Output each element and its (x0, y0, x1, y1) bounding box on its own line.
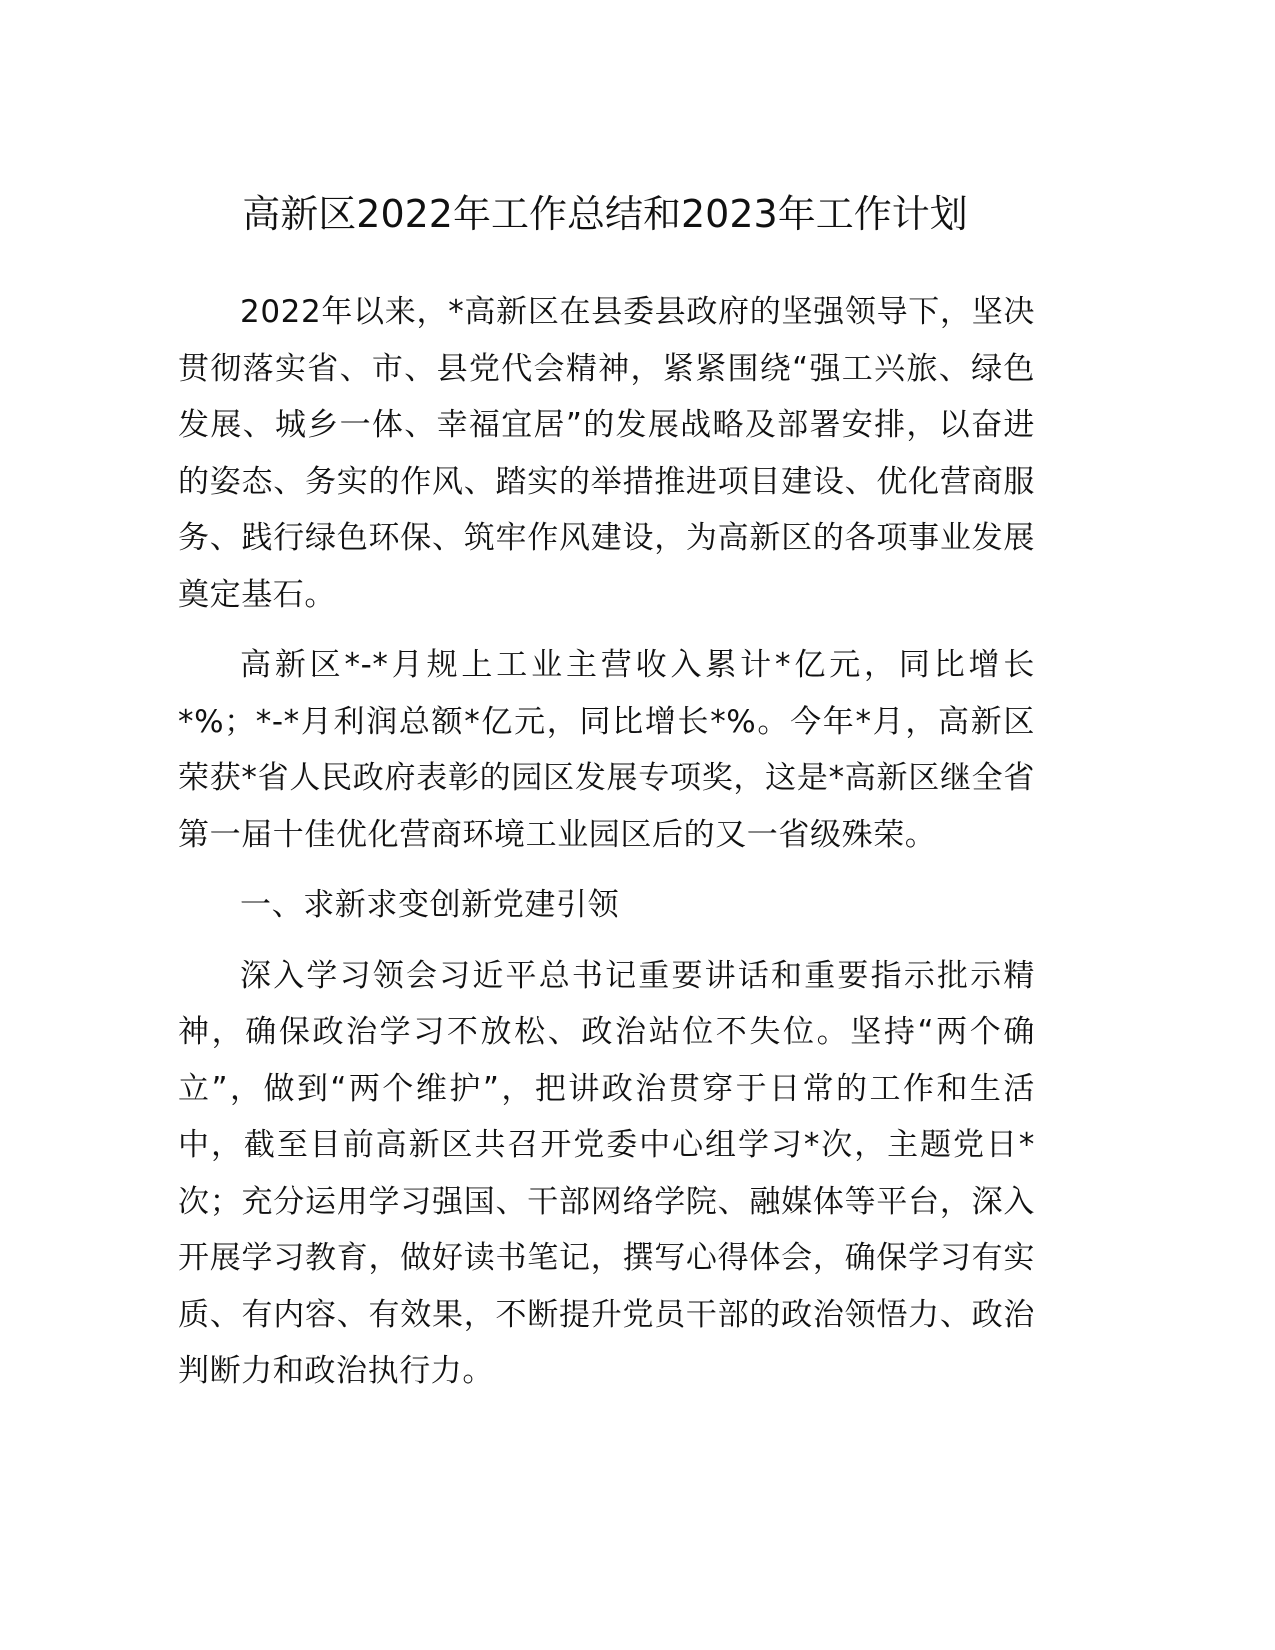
stats-paragraph: 高新区*-*月规上工业主营收入累计*亿元，同比增长*%；*-*月利润总额*亿元，同比增长*%。今年*月，高新区荣获*省人民政府表彰的园区发展专项奖，这是*高新区继全省第一届十佳优化营商环境工业园区后的又一省级殊荣。 (178, 647, 1035, 853)
intro-paragraph: 2022年以来，*高新区在县委县政府的坚强领导下，坚决贯彻落实省、市、县党代会精神，紧紧围绕“强工兴旅、绿色发展、城乡一体、幸福宜居”的发展战略及部署安排，以奋进的姿态、务实的作风、踏实的举措推进项目建设、优化营商服务、践行绿色环保、筑牢作风建设，为高新区的各项事业发展奠定基石。 (178, 294, 1035, 613)
document-title: 高新区2022年工作总结和2023年工作计划 (242, 192, 968, 236)
section-1-paragraph: 深入学习领会习近平总书记重要讲话和重要指示批示精神，确保政治学习不放松、政治站位不失位。坚持“两个确立”，做到“两个维护”，把讲政治贯穿于日常的工作和生活中，截至目前高新区共召开党委中心组学习*次，主题党日*次；充分运用学习强国、干部网络学院、融媒体等平台，深入开展学习教育，做好读书笔记，撰写心得体会，确保学习有实质、有内容、有效果，不断提升党员干部的政治领悟力、政治判断力和政治执行力。 (178, 957, 1035, 1389)
section-1-heading: 一、求新求变创新党建引领 (240, 887, 620, 923)
document-body (178, 284, 1035, 1414)
